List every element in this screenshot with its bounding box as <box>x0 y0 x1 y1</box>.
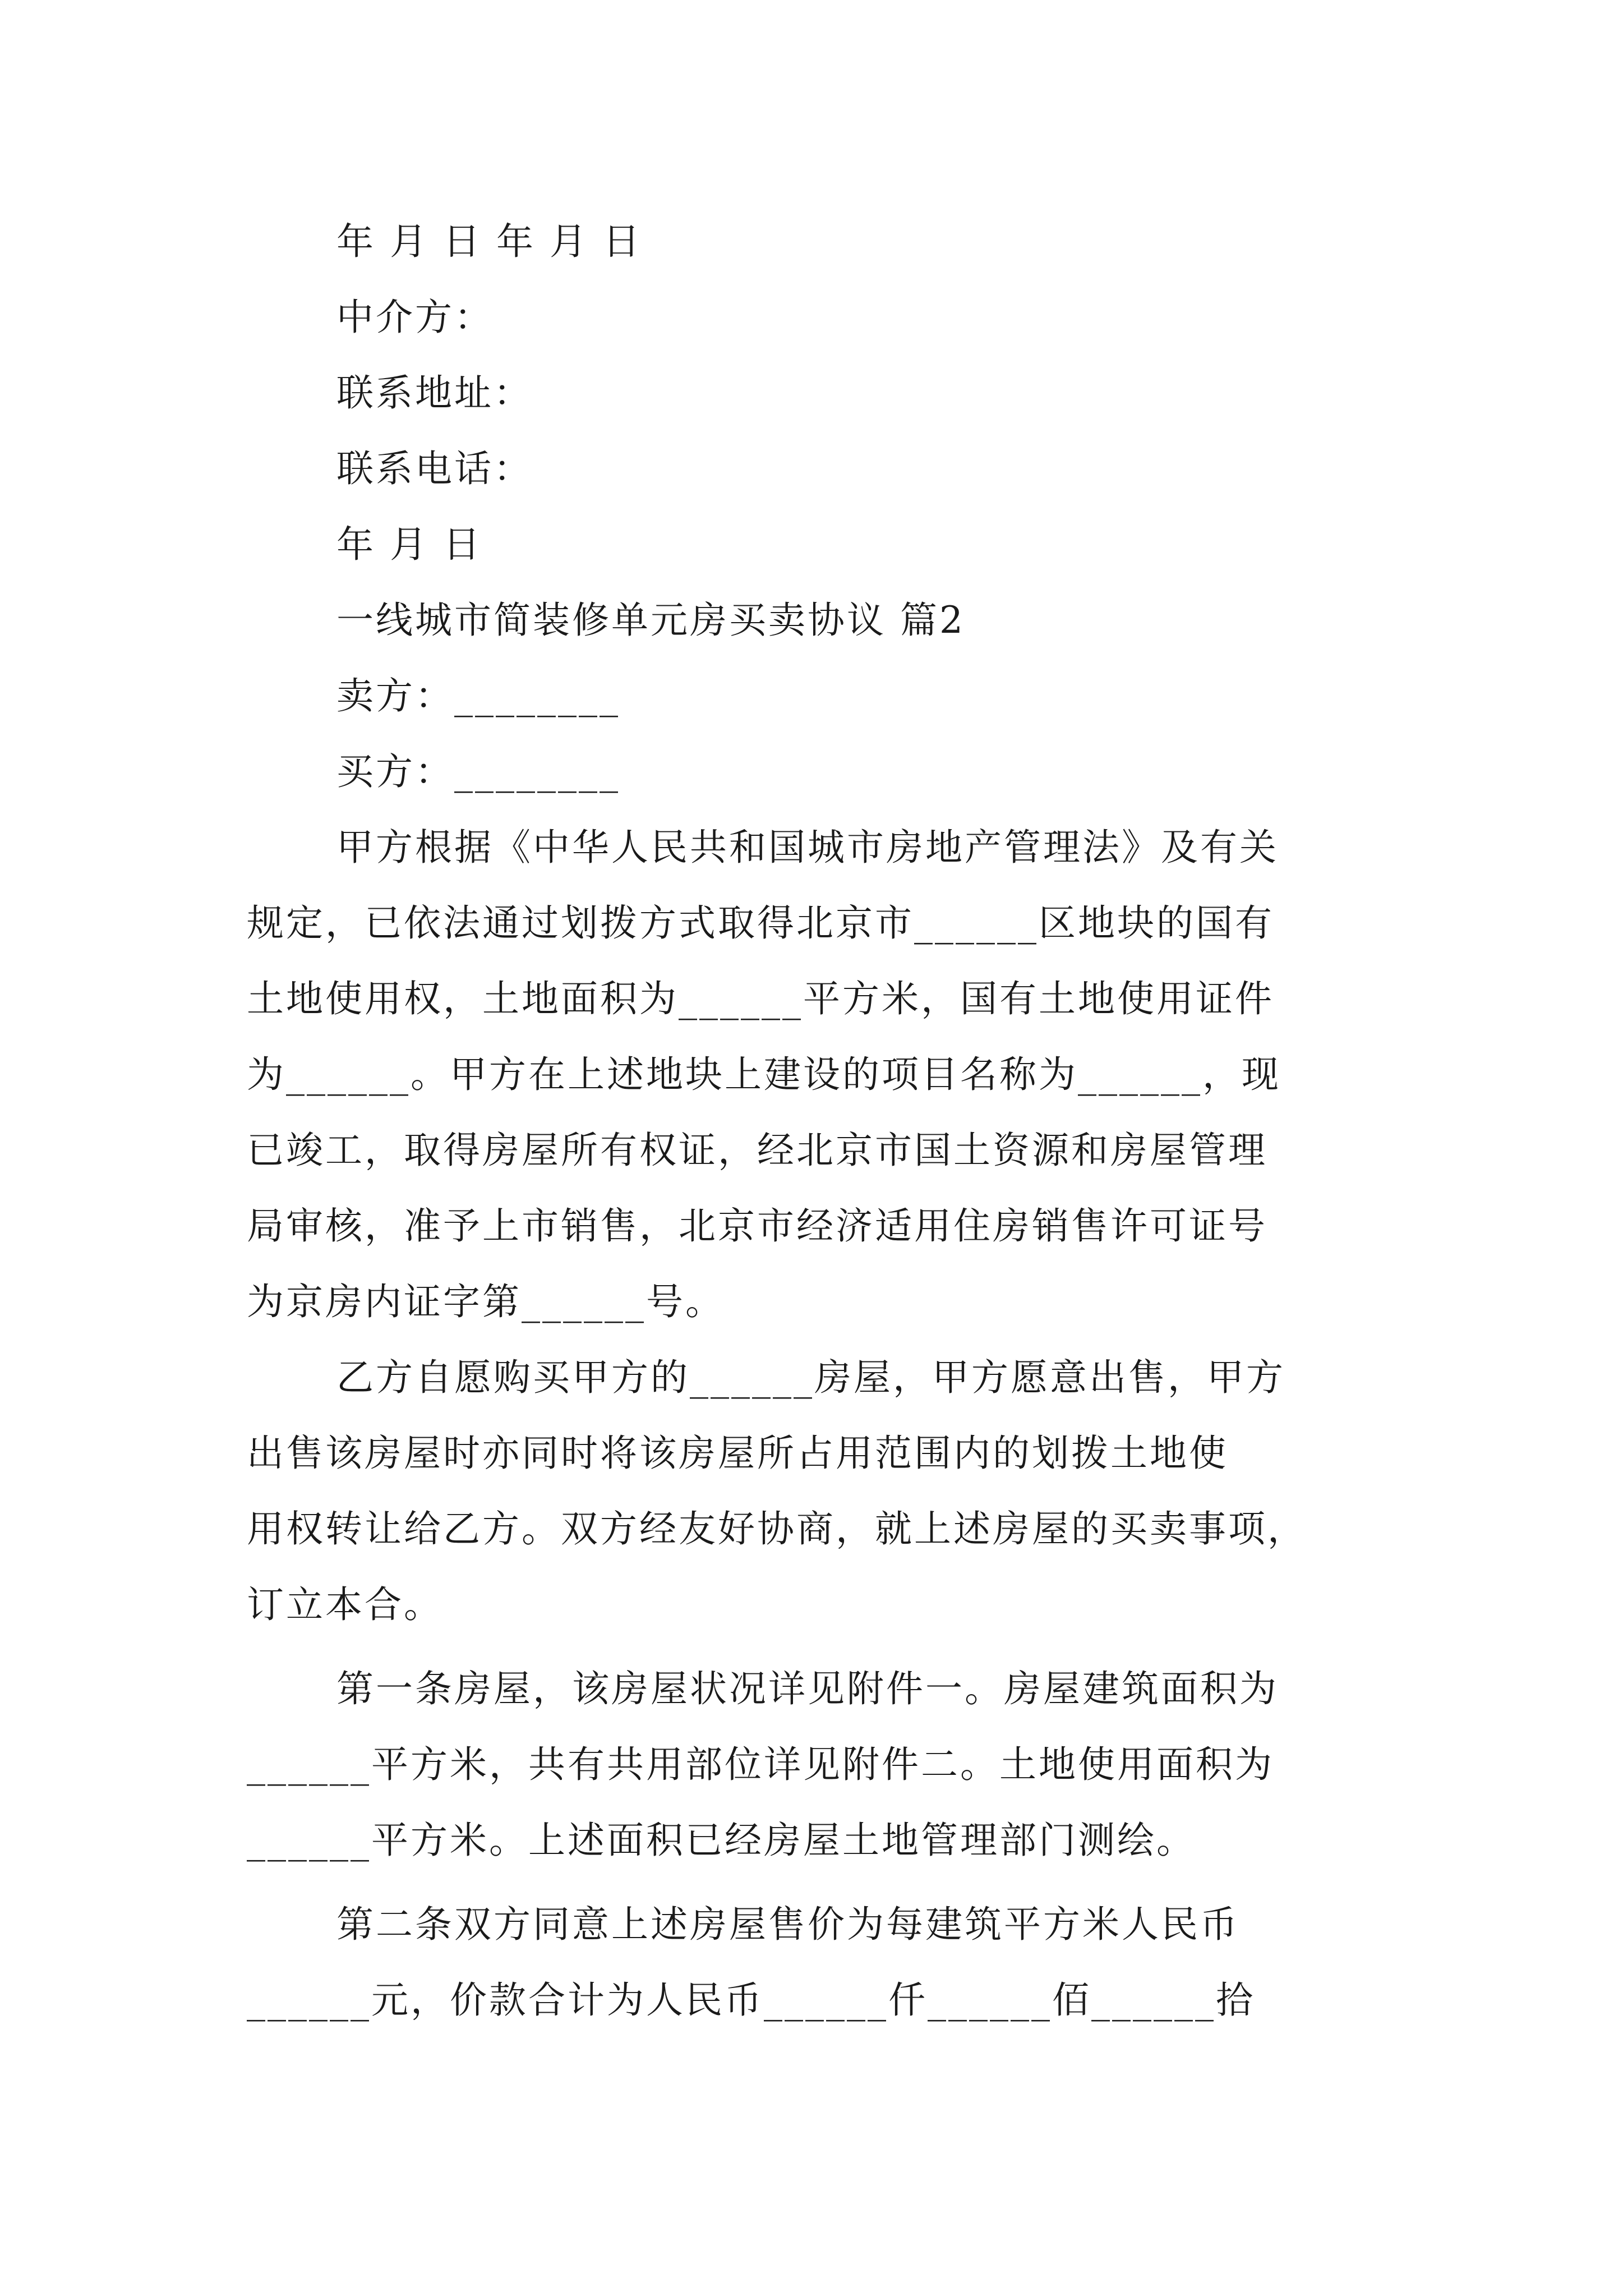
paragraph-4-line-1: 第二条双方同意上述房屋售价为每建筑平方米人民币 <box>336 1903 1239 1946</box>
paragraph-1-line-2: 规定，已依法通过划拨方式取得北京市______区地块的国有 <box>247 901 1274 945</box>
section-title: 一线城市简装修单元房买卖协议 篇2 <box>336 599 965 642</box>
paragraph-3-line-2: ______平方米，共有共用部位详见附件二。土地使用面积为 <box>247 1743 1274 1786</box>
paragraph-3-line-3: ______平方米。上述面积已经房屋土地管理部门测绘。 <box>247 1819 1196 1862</box>
paragraph-2-line-2: 出售该房屋时亦同时将该房屋所占用范围内的划拨土地使 <box>247 1432 1228 1475</box>
paragraph-1-line-6: 局审核，准予上市销售，北京市经济适用住房销售许可证号 <box>247 1204 1267 1248</box>
paragraph-1-line-1: 甲方根据《中华人民共和国城市房地产管理法》及有关 <box>336 826 1279 869</box>
agent-label: 中介方： <box>336 296 494 339</box>
paragraph-1-line-5: 已竣工，取得房屋所有权证，经北京市国土资源和房屋管理 <box>247 1129 1267 1172</box>
paragraph-3-line-1: 第一条房屋，该房屋状况详见附件一。房屋建筑面积为 <box>336 1667 1279 1710</box>
paragraph-2-line-3: 用权转让给乙方。双方经友好协商，就上述房屋的买卖事项， <box>247 1507 1307 1550</box>
paragraph-4-line-2: ______元，价款合计为人民币______仟______佰______拾 <box>247 1978 1255 2022</box>
paragraph-2-line-1: 乙方自愿购买甲方的______房屋，甲方愿意出售，甲方 <box>336 1356 1285 1399</box>
contact-address-label: 联系地址： <box>336 371 533 415</box>
date-line: 年 月 日 年 月 日 <box>336 220 642 263</box>
paragraph-2-line-4: 订立本合。 <box>247 1583 443 1626</box>
contact-phone-label: 联系电话： <box>336 447 533 490</box>
date-line-2: 年 月 日 <box>336 523 482 566</box>
paragraph-1-line-3: 土地使用权，土地面积为______平方米，国有土地使用证件 <box>247 977 1274 1020</box>
paragraph-1-line-4: 为______。甲方在上述地块上建设的项目名称为______，现 <box>247 1053 1281 1096</box>
paragraph-1-line-7: 为京房内证字第______号。 <box>247 1280 725 1323</box>
seller-line: 卖方：________ <box>336 674 620 717</box>
buyer-line: 买方：________ <box>336 750 620 793</box>
